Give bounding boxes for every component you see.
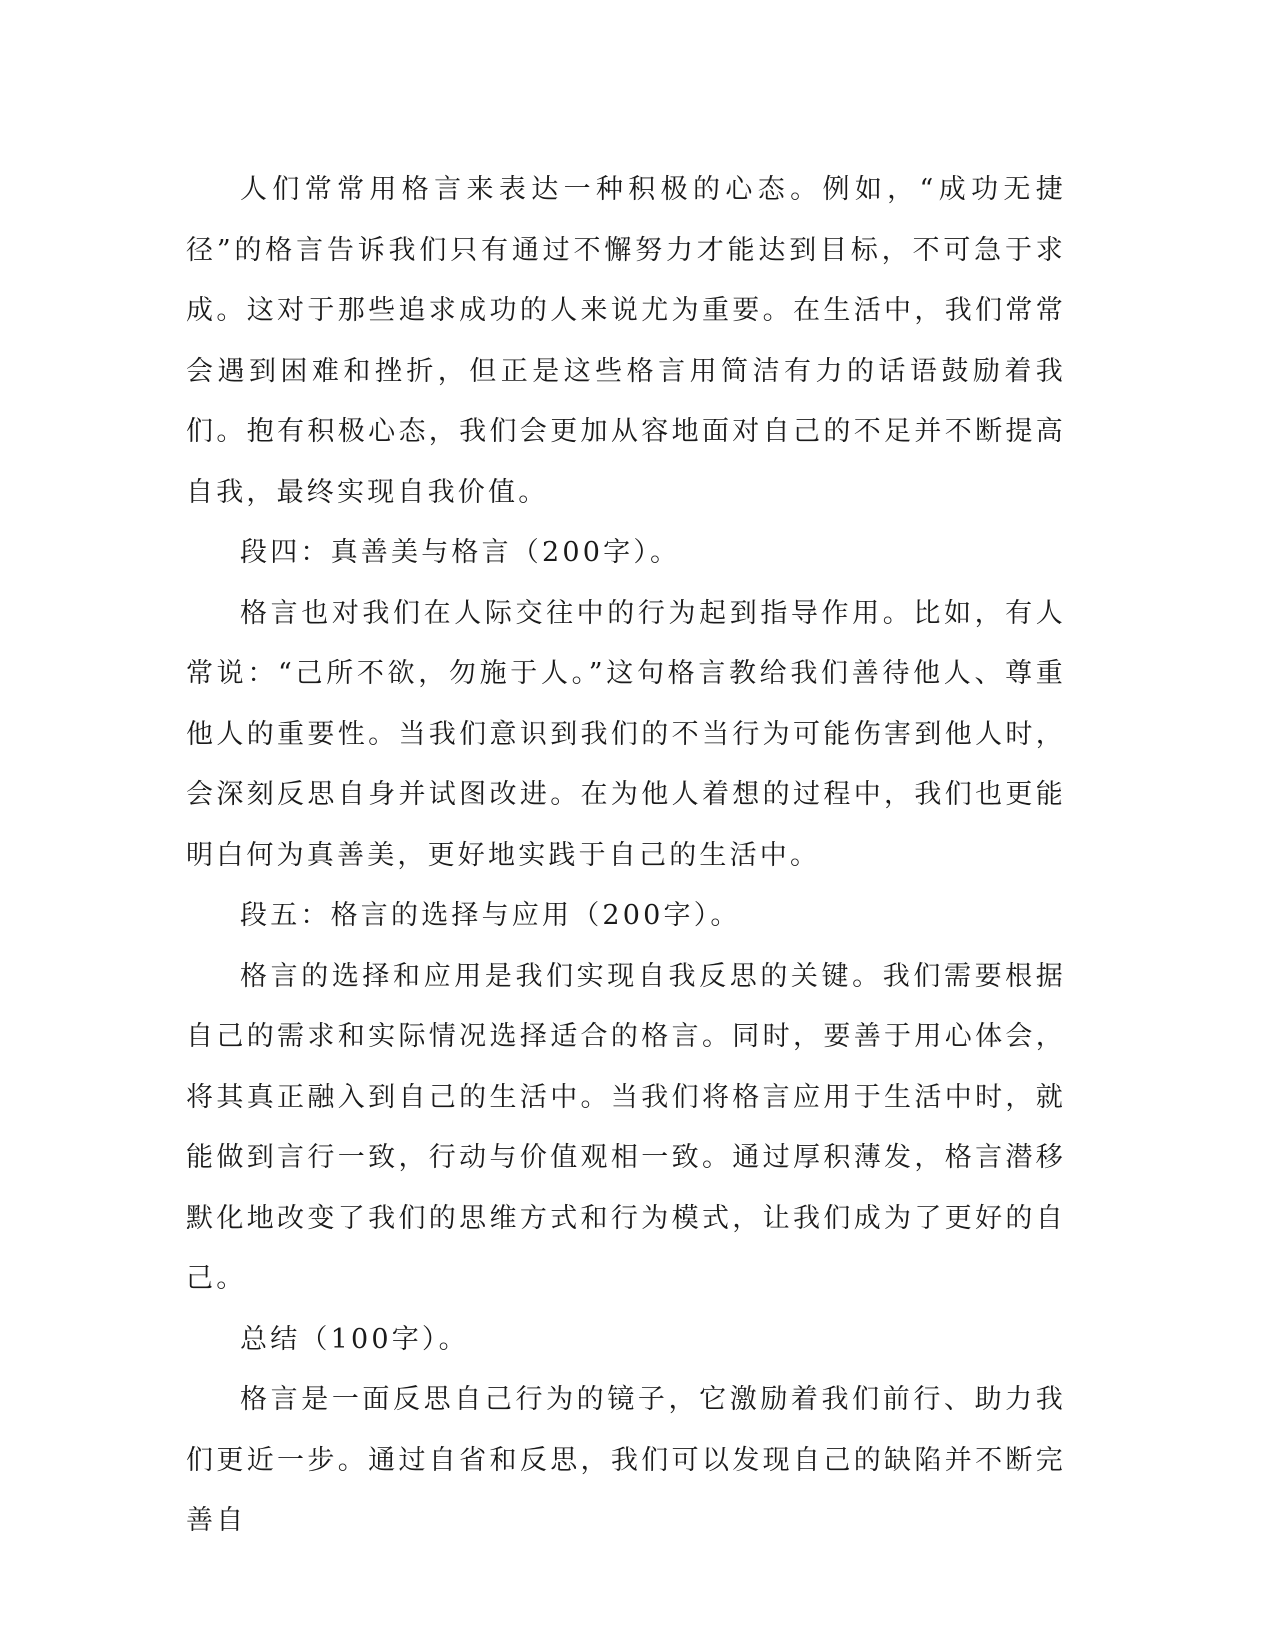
paragraph-summary: 格言是一面反思自己行为的镜子，它激励着我们前行、助力我们更近一步。通过自省和反思，我们可以发现自己的缺陷并不断完善自 — [186, 1384, 1066, 1536]
summary-heading: 总结（100字）。 — [240, 1323, 469, 1355]
paragraph-positive-mindset: 人们常常用格言来表达一种积极的心态。例如，“成功无捷径”的格言告诉我们只有通过不懈努力才能达到目标，不可急于求成。这对于那些追求成功的人来说尤为重要。在生活中，我们常常会遇到困难和挫折，但正是这些格言用简洁有力的话语鼓励着我们。抱有积极心态，我们会更加从容地面对自己的不足并不断提高自我，最终实现自我价值。 — [186, 174, 1066, 508]
document-body — [186, 160, 1066, 1552]
section-heading-5: 段五：格言的选择与应用（200字）。 — [240, 900, 741, 931]
paragraph-choice-application: 格言的选择和应用是我们实现自我反思的关键。我们需要根据自己的需求和实际情况选择适合的格言。同时，要善于用心体会，将其真正融入到自己的生活中。当我们将格言应用于生活中时，就能做到言行一致，行动与价值观相一致。通过厚积薄发，格言潜移默化地改变了我们的思维方式和行为模式，让我们成为了更好的自己。 — [186, 960, 1066, 1294]
section-heading-4: 段四：真善美与格言（200字）。 — [240, 537, 681, 568]
paragraph-interpersonal: 格言也对我们在人际交往中的行为起到指导作用。比如，有人常说：“己所不欲，勿施于人。”这句格言教给我们善待他人、尊重他人的重要性。当我们意识到我们的不当行为可能伤害到他人时，会深刻反思自身并试图改进。在为他人着想的过程中，我们也更能明白何为真善美，更好地实践于自己的生活中。 — [186, 597, 1066, 871]
